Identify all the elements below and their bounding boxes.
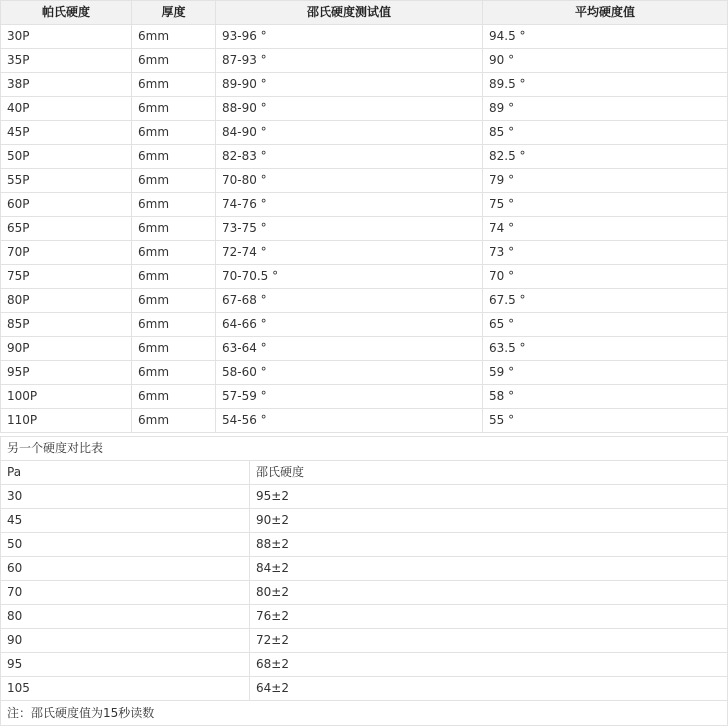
table-row: [1, 313, 728, 337]
table-row: [1, 49, 728, 73]
cell-shore-test-value: 87-93 °: [216, 49, 483, 73]
cell-average-hardness: 94.5 °: [483, 25, 728, 49]
cell-average-hardness: 90 °: [483, 49, 728, 73]
cell-shore-hardness: 68±2: [250, 653, 728, 677]
cell-pa-hardness: 110P: [1, 409, 132, 433]
cell-thickness: 6mm: [132, 409, 216, 433]
cell-pa-hardness: 35P: [1, 49, 132, 73]
cell-pa-hardness: 75P: [1, 265, 132, 289]
table-row: [1, 121, 728, 145]
cell-pa-hardness: 80P: [1, 289, 132, 313]
cell-shore-test-value: 58-60 °: [216, 361, 483, 385]
cell-thickness: 6mm: [132, 265, 216, 289]
cell-thickness: 6mm: [132, 289, 216, 313]
cell-average-hardness: 85 °: [483, 121, 728, 145]
cell-pa-hardness: 38P: [1, 73, 132, 97]
cell-shore-test-value: 57-59 °: [216, 385, 483, 409]
cell-shore-hardness: 84±2: [250, 557, 728, 581]
table-header-row: [1, 1, 728, 25]
table-row: [1, 385, 728, 409]
cell-pa-hardness: 65P: [1, 217, 132, 241]
table-row: [1, 485, 728, 509]
header-shore-test-value: 邵氏硬度测试值: [216, 1, 483, 25]
cell-average-hardness: 63.5 °: [483, 337, 728, 361]
cell-shore-test-value: 82-83 °: [216, 145, 483, 169]
cell-average-hardness: 89 °: [483, 97, 728, 121]
cell-thickness: 6mm: [132, 169, 216, 193]
table-row: [1, 557, 728, 581]
cell-thickness: 6mm: [132, 193, 216, 217]
cell-average-hardness: 74 °: [483, 217, 728, 241]
cell-shore-test-value: 89-90 °: [216, 73, 483, 97]
table-header-row: [1, 461, 728, 485]
cell-pa-hardness: 60P: [1, 193, 132, 217]
cell-pa-hardness: 50P: [1, 145, 132, 169]
cell-pa: 45: [1, 509, 250, 533]
table-row: [1, 509, 728, 533]
cell-average-hardness: 65 °: [483, 313, 728, 337]
cell-thickness: 6mm: [132, 145, 216, 169]
table-row: [1, 337, 728, 361]
table-caption: 另一个硬度对比表: [1, 437, 728, 461]
cell-average-hardness: 55 °: [483, 409, 728, 433]
cell-pa: 95: [1, 653, 250, 677]
table-row: [1, 169, 728, 193]
cell-average-hardness: 75 °: [483, 193, 728, 217]
table-row: [1, 145, 728, 169]
cell-pa-hardness: 100P: [1, 385, 132, 409]
table-row: [1, 289, 728, 313]
cell-shore-hardness: 80±2: [250, 581, 728, 605]
cell-pa: 90: [1, 629, 250, 653]
cell-average-hardness: 82.5 °: [483, 145, 728, 169]
hardness-table-secondary: [0, 436, 728, 701]
cell-thickness: 6mm: [132, 217, 216, 241]
cell-shore-hardness: 88±2: [250, 533, 728, 557]
cell-thickness: 6mm: [132, 385, 216, 409]
cell-pa-hardness: 45P: [1, 121, 132, 145]
cell-average-hardness: 58 °: [483, 385, 728, 409]
cell-thickness: 6mm: [132, 361, 216, 385]
header-pa: Pa: [1, 461, 250, 485]
cell-shore-test-value: 54-56 °: [216, 409, 483, 433]
cell-average-hardness: 67.5 °: [483, 289, 728, 313]
table-row: [1, 193, 728, 217]
cell-thickness: 6mm: [132, 337, 216, 361]
table-row: [1, 217, 728, 241]
cell-shore-test-value: 70-70.5 °: [216, 265, 483, 289]
cell-pa: 50: [1, 533, 250, 557]
table-body: [1, 25, 728, 433]
table-row: [1, 581, 728, 605]
cell-shore-hardness: 90±2: [250, 509, 728, 533]
cell-pa: 30: [1, 485, 250, 509]
cell-average-hardness: 73 °: [483, 241, 728, 265]
header-average-hardness: 平均硬度值: [483, 1, 728, 25]
table-row: [1, 73, 728, 97]
cell-pa-hardness: 40P: [1, 97, 132, 121]
cell-shore-test-value: 67-68 °: [216, 289, 483, 313]
cell-average-hardness: 79 °: [483, 169, 728, 193]
footnote: 注：邵氏硬度值为15秒读数: [0, 701, 728, 726]
cell-pa-hardness: 85P: [1, 313, 132, 337]
cell-pa: 105: [1, 677, 250, 701]
table-row: [1, 677, 728, 701]
table-body: [1, 437, 728, 701]
cell-pa: 70: [1, 581, 250, 605]
table-row: [1, 97, 728, 121]
table-row: [1, 605, 728, 629]
header-pa-hardness: 帕氏硬度: [1, 1, 132, 25]
cell-pa: 60: [1, 557, 250, 581]
cell-shore-hardness: 95±2: [250, 485, 728, 509]
cell-thickness: 6mm: [132, 49, 216, 73]
table-row: [1, 533, 728, 557]
cell-shore-test-value: 73-75 °: [216, 217, 483, 241]
cell-shore-test-value: 93-96 °: [216, 25, 483, 49]
cell-shore-test-value: 63-64 °: [216, 337, 483, 361]
table-row: [1, 653, 728, 677]
cell-pa-hardness: 30P: [1, 25, 132, 49]
cell-pa-hardness: 90P: [1, 337, 132, 361]
table-row: [1, 409, 728, 433]
cell-shore-test-value: 72-74 °: [216, 241, 483, 265]
table-row: [1, 361, 728, 385]
table-row: [1, 265, 728, 289]
cell-pa: 80: [1, 605, 250, 629]
cell-thickness: 6mm: [132, 25, 216, 49]
cell-average-hardness: 59 °: [483, 361, 728, 385]
cell-pa-hardness: 55P: [1, 169, 132, 193]
cell-shore-test-value: 70-80 °: [216, 169, 483, 193]
cell-shore-test-value: 74-76 °: [216, 193, 483, 217]
cell-pa-hardness: 70P: [1, 241, 132, 265]
header-shore-hardness: 邵氏硬度: [250, 461, 728, 485]
table-row: [1, 241, 728, 265]
cell-shore-test-value: 64-66 °: [216, 313, 483, 337]
header-thickness: 厚度: [132, 1, 216, 25]
cell-shore-test-value: 88-90 °: [216, 97, 483, 121]
cell-shore-hardness: 76±2: [250, 605, 728, 629]
cell-thickness: 6mm: [132, 121, 216, 145]
cell-thickness: 6mm: [132, 241, 216, 265]
cell-shore-test-value: 84-90 °: [216, 121, 483, 145]
cell-pa-hardness: 95P: [1, 361, 132, 385]
table-row: [1, 25, 728, 49]
cell-thickness: 6mm: [132, 313, 216, 337]
cell-average-hardness: 89.5 °: [483, 73, 728, 97]
cell-shore-hardness: 72±2: [250, 629, 728, 653]
caption-row: [1, 437, 728, 461]
cell-thickness: 6mm: [132, 73, 216, 97]
cell-shore-hardness: 64±2: [250, 677, 728, 701]
table-row: [1, 629, 728, 653]
cell-thickness: 6mm: [132, 97, 216, 121]
cell-average-hardness: 70 °: [483, 265, 728, 289]
